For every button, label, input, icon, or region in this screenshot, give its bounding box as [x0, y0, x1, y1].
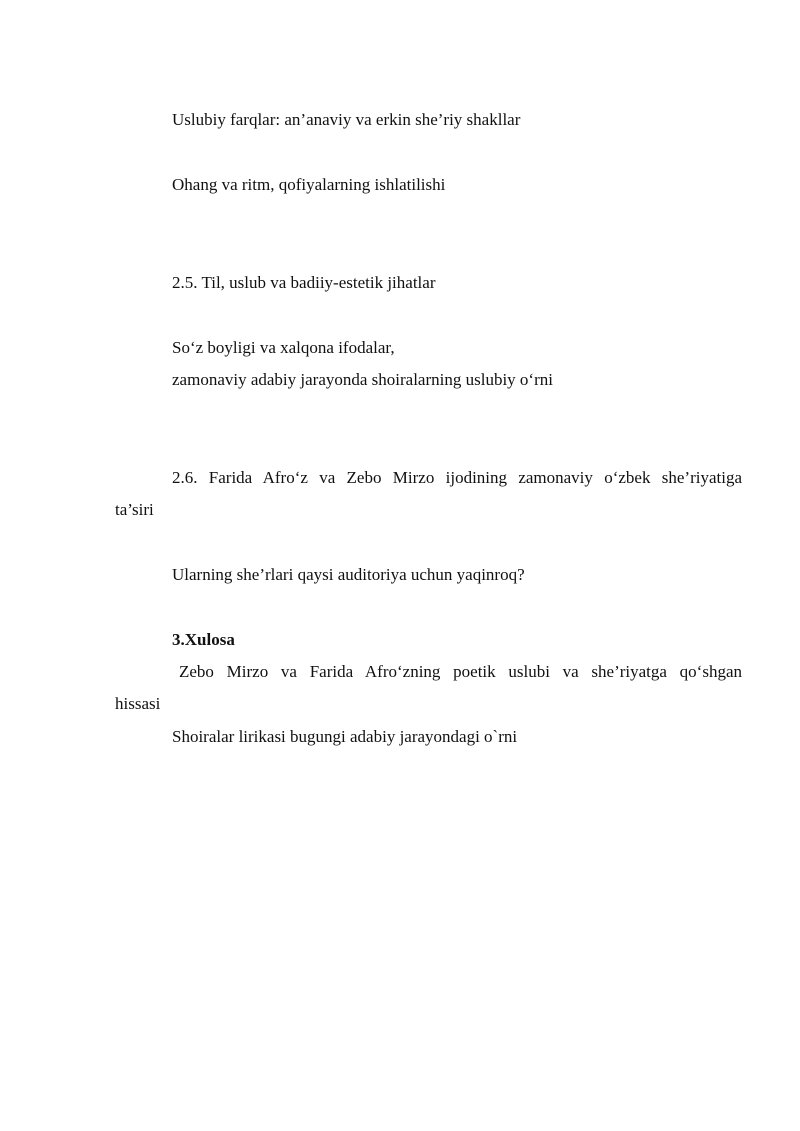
- section-heading: 2.6. Farida Afro‘z va Zebo Mirzo ijodining zamonaviy o‘zbek she’riyatiga: [172, 468, 742, 487]
- text-line: Ohang va ritm, qofiyalarning ishlatilishi: [172, 175, 446, 194]
- section-heading: 2.5. Til, uslub va badiiy-estetik jihatlar: [172, 273, 436, 292]
- text-line: Ularning she’rlari qaysi auditoriya uchun yaqinroq?: [172, 565, 525, 584]
- text-line: So‘z boyligi va xalqona ifodalar,: [172, 338, 395, 357]
- text-line: Shoiralar lirikasi bugungi adabiy jarayondagi o`rni: [172, 727, 518, 746]
- text-line: Uslubiy farqlar: an’anaviy va erkin she’riy shakllar: [172, 110, 521, 129]
- section-heading-continuation: ta’siri: [115, 500, 154, 519]
- text-line-continuation: hissasi: [115, 694, 161, 713]
- text-line: zamonaviy adabiy jarayonda shoiralarning uslubiy o‘rni: [172, 370, 553, 389]
- conclusion-heading: 3.Xulosa: [172, 630, 235, 649]
- text-line: Zebo Mirzo va Farida Afro‘zning poetik uslubi va she’riyatga qo‘shgan: [179, 662, 742, 681]
